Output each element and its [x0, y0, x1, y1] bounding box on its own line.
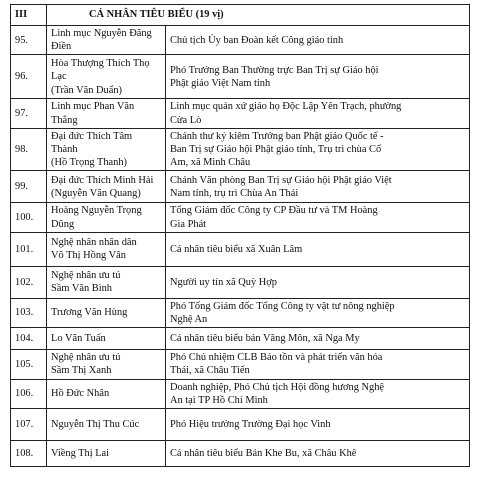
position-description-cell: [166, 128, 470, 171]
position-description-line: Tổng Giám đốc Công ty CP Đầu tư và TM Hoàng: [170, 205, 378, 217]
person-name-cell: [47, 350, 166, 379]
person-name-cell: [47, 409, 166, 441]
person-name-line: Hòa Thượng Thích Thọ: [51, 58, 150, 70]
person-name-line: Điền: [51, 41, 72, 53]
position-description-line: Ban Trị sự Giáo hội Phật giáo tỉnh, Trụ trì chùa Cổ: [170, 144, 382, 156]
person-name-line: Nguyễn Thị Thu Cúc: [51, 418, 140, 430]
position-description-cell: [166, 328, 470, 350]
position-description-cell: [166, 298, 470, 327]
table-body: [11, 5, 470, 467]
table-row: [11, 350, 470, 379]
person-name-line: Dũng: [51, 218, 75, 230]
person-name-line: Nghệ nhân nhân dân: [51, 237, 137, 249]
row-number: 108.: [11, 441, 47, 467]
person-name-cell: [47, 55, 166, 99]
position-description-cell: [166, 171, 470, 203]
person-name-cell: [47, 203, 166, 232]
position-description-line: Linh mục quản xứ giáo họ Độc Lập Yên Trạch, phường: [170, 101, 402, 113]
position-description-cell: [166, 266, 470, 298]
person-name-line: Linh mục Nguyễn Đăng: [51, 28, 152, 39]
person-name-cell: [47, 128, 166, 171]
position-description-line: Phó Trưởng Ban Thường trực Ban Trị sự Giáo hội: [170, 64, 379, 76]
section-roman-numeral: III: [11, 5, 47, 26]
position-description-line: Phật giáo Việt Nam tỉnh: [170, 77, 271, 89]
person-name-line: Nghệ nhân ưu tú: [51, 270, 121, 282]
person-name-cell: [47, 171, 166, 203]
person-name-line: Hồ Đức Nhân: [51, 388, 110, 400]
person-name-line: Nghệ nhân ưu tú: [51, 352, 121, 364]
person-name-line: (Nguyễn Văn Quang): [51, 187, 141, 199]
person-name-cell: [47, 298, 166, 327]
position-description-line: Phó Chủ nhiệm CLB Bảo tồn và phát triển văn hóa: [170, 352, 383, 364]
position-description-cell: [166, 350, 470, 379]
person-name-line: Võ Thị Hồng Vân: [51, 250, 126, 262]
table-row: [11, 409, 470, 441]
position-description-line: Cá nhân tiêu biểu bản Văng Môn, xã Nga My: [170, 333, 360, 345]
person-name-cell: [47, 99, 166, 128]
position-description-cell: [166, 232, 470, 266]
position-description-line: Cá nhân tiêu biểu Bản Khe Bu, xã Châu Khê: [170, 447, 357, 459]
row-number: 103.: [11, 298, 47, 327]
person-name-cell: [47, 441, 166, 467]
table-row: [11, 99, 470, 128]
position-description-line: Phó Hiệu trưởng Trường Đại học Vinh: [170, 418, 331, 430]
person-name-line: Thắng: [51, 114, 78, 126]
section-title: CÁ NHÂN TIÊU BIỂU (19 vị): [47, 5, 470, 26]
person-name-line: Hoàng Nguyễn Trọng: [51, 205, 142, 217]
person-name-line: (Hồ Trọng Thanh): [51, 157, 128, 169]
row-number: 98.: [11, 128, 47, 171]
person-name-cell: [47, 232, 166, 266]
person-name-cell: [47, 379, 166, 408]
honorees-table: [10, 4, 470, 467]
position-description-cell: [166, 55, 470, 99]
person-name-line: Sầm Thị Xanh: [51, 365, 112, 377]
position-description-line: An tại TP Hồ Chí Minh: [170, 394, 268, 406]
table-row: [11, 328, 470, 350]
section-header-row: [11, 5, 470, 26]
position-description-line: Cá nhân tiêu biểu xã Xuân Lâm: [170, 243, 303, 255]
position-description-line: Phó Tổng Giám đốc Tổng Công ty vật tư nông nghiệp: [170, 300, 395, 312]
row-number: 102.: [11, 266, 47, 298]
row-number: 104.: [11, 328, 47, 350]
table-row: [11, 128, 470, 171]
person-name-line: Trương Văn Hùng: [51, 307, 128, 319]
row-number: 95.: [11, 26, 47, 55]
table-row: [11, 26, 470, 55]
position-description-cell: [166, 441, 470, 467]
position-description-line: Doanh nghiệp, Phó Chủ tịch Hội đồng hương Nghệ: [170, 381, 385, 393]
position-description-line: Nam tỉnh, trụ trì Chùa An Thái: [170, 187, 299, 199]
row-number: 101.: [11, 232, 47, 266]
position-description-line: Cửa Lò: [170, 114, 202, 126]
row-number: 107.: [11, 409, 47, 441]
position-description-cell: [166, 99, 470, 128]
position-description-line: Thái, xã Châu Tiến: [170, 365, 250, 377]
person-name-line: Đại đức Thích Tâm: [51, 130, 133, 142]
table-row: [11, 171, 470, 203]
position-description-line: Người uy tín xã Quỳ Hợp: [170, 276, 277, 288]
position-description-line: Gia Phát: [170, 218, 207, 230]
position-description-line: Nghệ An: [170, 314, 208, 326]
person-name-line: Sầm Văn Bình: [51, 283, 112, 295]
position-description-line: Chủ tịch Ủy ban Đoàn kết Công giáo tỉnh: [170, 34, 344, 46]
person-name-line: Viềng Thị Lai: [51, 447, 110, 459]
row-number: 105.: [11, 350, 47, 379]
person-name-line: Lạc: [51, 71, 67, 83]
person-name-line: Lo Văn Tuấn: [51, 333, 106, 345]
table-row: [11, 266, 470, 298]
row-number: 96.: [11, 55, 47, 99]
row-number: 100.: [11, 203, 47, 232]
person-name-line: Đại đức Thích Minh Hải: [51, 174, 154, 186]
person-name-line: Linh mục Phan Văn: [51, 101, 135, 113]
person-name-line: (Trần Văn Duẩn): [51, 84, 122, 96]
position-description-cell: [166, 409, 470, 441]
table-row: [11, 203, 470, 232]
position-description-line: Chánh thư ký kiêm Trưởng ban Phật giáo Quốc tế -: [170, 130, 384, 142]
table-row: [11, 379, 470, 408]
position-description-line: Am, xã Minh Châu: [170, 157, 251, 169]
table-row: [11, 55, 470, 99]
position-description-cell: [166, 379, 470, 408]
row-number: 106.: [11, 379, 47, 408]
row-number: 97.: [11, 99, 47, 128]
position-description-cell: [166, 203, 470, 232]
person-name-cell: [47, 266, 166, 298]
position-description-cell: [166, 26, 470, 55]
person-name-cell: [47, 26, 166, 55]
table-row: [11, 298, 470, 327]
table-row: [11, 232, 470, 266]
table-row: [11, 441, 470, 467]
person-name-cell: [47, 328, 166, 350]
person-name-line: Thành: [51, 144, 78, 156]
position-description-line: Chánh Văn phòng Ban Trị sự Giáo hội Phật giáo Việt: [170, 174, 392, 186]
row-number: 99.: [11, 171, 47, 203]
